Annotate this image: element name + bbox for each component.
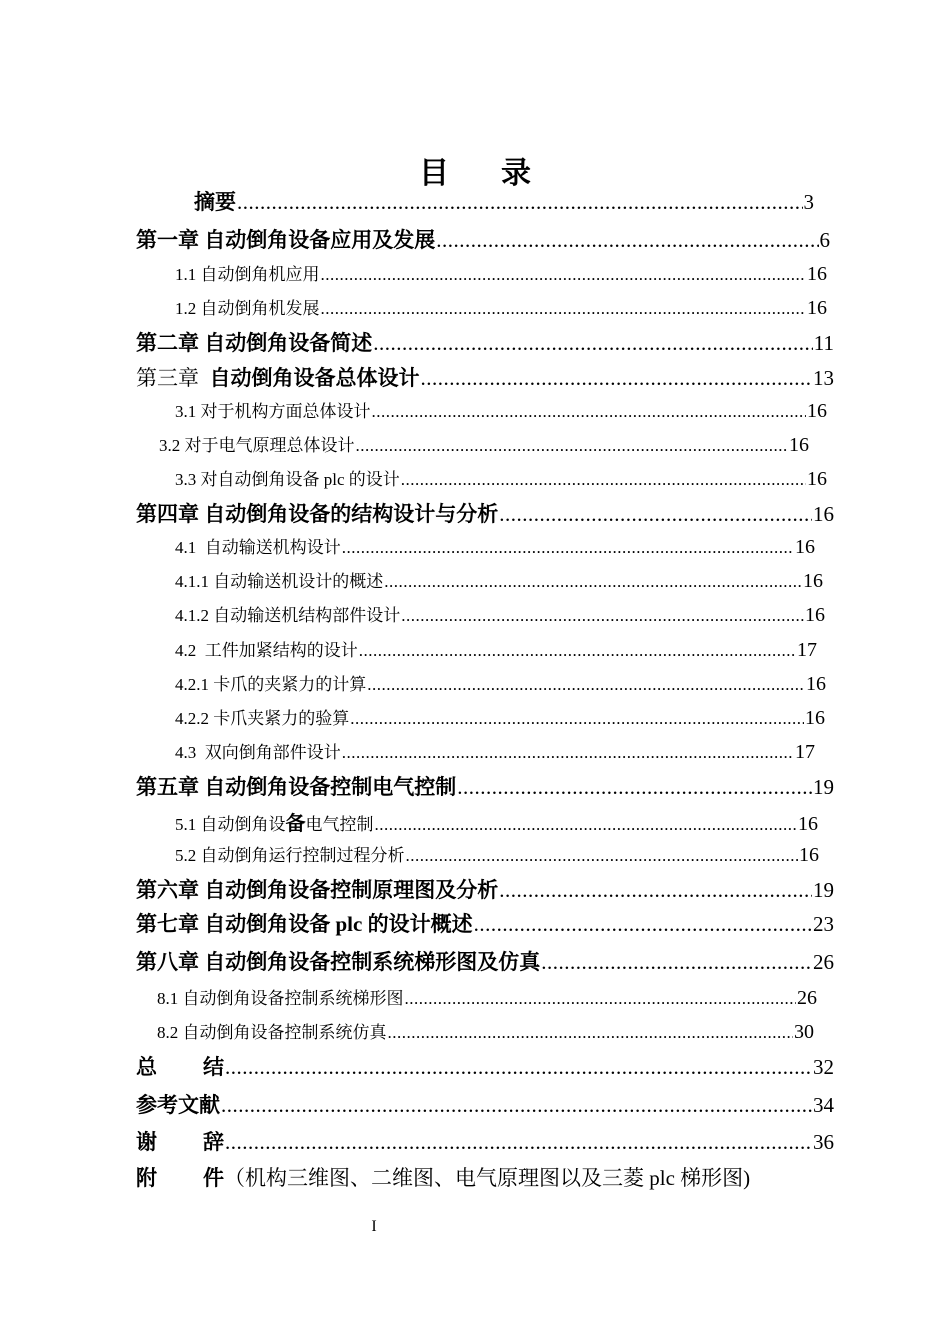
toc-leader <box>321 265 807 285</box>
toc-leader <box>436 228 818 253</box>
toc-label: 4.1.2 自动输送机结构部件设计 <box>175 606 401 625</box>
toc-leader <box>457 775 812 800</box>
toc-entry-ch1[interactable] <box>136 224 830 254</box>
toc-entry-4-1-2[interactable] <box>175 601 825 627</box>
toc-entry-thanks[interactable] <box>136 1126 834 1156</box>
toc-leader <box>421 366 813 391</box>
toc-label: 4.1.1 自动输送机设计的概述 <box>175 572 384 591</box>
toc-page-number: 16 <box>805 707 825 729</box>
toc-leader <box>225 1055 812 1080</box>
toc-leader <box>388 1023 794 1043</box>
toc-label <box>136 1126 224 1156</box>
toc-label: 摘要 <box>194 190 236 214</box>
toc-label-char: 辞 <box>203 1130 224 1154</box>
toc-leader <box>375 815 798 835</box>
toc-label-char: 件 <box>203 1166 224 1190</box>
title-char-1: 目 <box>419 157 449 190</box>
toc-page-number: 19 <box>813 775 834 799</box>
title-char-2: 录 <box>501 157 531 190</box>
toc-label: 3.1 对于机构方面总体设计 <box>175 402 371 421</box>
toc-page-number: 17 <box>795 741 815 763</box>
toc-entry-ch8[interactable] <box>136 946 834 976</box>
toc-entry-ch5[interactable] <box>136 771 834 801</box>
toc-label: 第一章 自动倒角设备应用及发展 <box>136 228 436 252</box>
toc-entry-4-2[interactable] <box>175 636 817 662</box>
toc-label: 8.1 自动倒角设备控制系统梯形图 <box>157 989 404 1008</box>
toc-leader <box>474 912 812 937</box>
toc-entry-4-1[interactable] <box>175 533 815 559</box>
toc-label-char: 结 <box>203 1055 224 1079</box>
toc-leader <box>401 470 806 490</box>
toc-label: 1.2 自动倒角机发展 <box>175 299 320 318</box>
toc-page-number: 16 <box>807 468 827 490</box>
toc-label: 第六章 自动倒角设备控制原理图及分析 <box>136 878 499 902</box>
toc-leader <box>499 878 812 903</box>
toc-leader <box>342 743 794 763</box>
toc-leader <box>406 846 799 866</box>
toc-leader <box>359 641 796 661</box>
toc-page-number: 11 <box>813 331 834 355</box>
toc-page-number: 16 <box>799 844 819 866</box>
toc-entry-4-1-1[interactable] <box>175 567 823 593</box>
toc-page-number: 17 <box>797 639 817 661</box>
toc-entry-summary[interactable] <box>136 1051 834 1081</box>
toc-label: 8.2 自动倒角设备控制系统仿真 <box>157 1023 387 1042</box>
page-number-footer: I <box>371 1218 377 1235</box>
toc-page-number: 36 <box>813 1130 834 1154</box>
toc-entry-ch2[interactable] <box>136 327 834 357</box>
toc-label-char: 总 <box>136 1055 157 1079</box>
toc-label-part: 备 <box>285 813 306 835</box>
toc-label: 第七章 自动倒角设备 plc 的设计概述 <box>136 912 473 936</box>
toc-label: 参考文献 <box>136 1093 220 1117</box>
toc-label: 4.1 自动输送机构设计 <box>175 538 341 557</box>
toc-label: 1.1 自动倒角机应用 <box>175 265 320 284</box>
toc-label: 4.2.1 卡爪的夹紧力的计算 <box>175 675 367 694</box>
toc-leader <box>237 190 803 215</box>
toc-entry-1-2[interactable] <box>175 294 827 320</box>
toc-leader <box>372 402 807 422</box>
toc-leader <box>499 502 812 527</box>
toc-label: 第二章 自动倒角设备简述 <box>136 331 373 355</box>
toc-leader <box>221 1093 812 1118</box>
toc-page-number: 16 <box>807 263 827 285</box>
toc-page-number: 16 <box>807 400 827 422</box>
toc-page-number: 23 <box>813 912 834 936</box>
toc-page-number: 13 <box>813 366 834 390</box>
toc-label: 4.2.2 卡爪夹紧力的验算 <box>175 709 350 728</box>
toc-page-number: 6 <box>819 228 830 252</box>
toc-entry-4-3[interactable] <box>175 738 815 764</box>
toc-entry-3-1[interactable] <box>175 397 827 423</box>
toc-label-part: 自动倒角设备总体设计 <box>209 366 420 390</box>
toc-label: 3.3 对自动倒角设备 plc 的设计 <box>175 470 400 489</box>
toc-leader <box>367 675 805 695</box>
toc-leader <box>384 572 802 592</box>
toc-leader <box>225 1130 812 1155</box>
toc-page-number: 26 <box>813 950 834 974</box>
toc-leader <box>373 331 813 356</box>
toc-label: 5.2 自动倒角运行控制过程分析 <box>175 846 405 865</box>
toc-page-number: 26 <box>797 987 817 1009</box>
toc-leader <box>321 299 807 319</box>
toc-page-number: 3 <box>803 190 814 214</box>
toc-page-number: 16 <box>789 434 809 456</box>
toc-label-char: 附 <box>136 1166 157 1190</box>
toc-page-number: 16 <box>807 297 827 319</box>
toc-label <box>175 807 374 836</box>
toc-leader <box>342 538 794 558</box>
toc-entry-3-3[interactable] <box>175 465 827 491</box>
toc-entry-5-1[interactable] <box>175 807 818 836</box>
toc-leader <box>405 989 797 1009</box>
toc-page-number: 16 <box>805 604 825 626</box>
toc-entry-ch4[interactable] <box>136 498 834 528</box>
toc-label: 3.2 对于电气原理总体设计 <box>159 436 355 455</box>
toc-label <box>136 362 420 392</box>
toc-label: 第八章 自动倒角设备控制系统梯形图及仿真 <box>136 950 541 974</box>
toc-entry-8-1[interactable] <box>157 984 817 1010</box>
toc-page-number: 16 <box>795 536 815 558</box>
toc-label-part: 第三章 <box>136 366 210 390</box>
toc-entry-abstract[interactable] <box>194 186 814 216</box>
toc-entry-attachment[interactable] <box>136 1162 750 1192</box>
toc-entry-ch6[interactable] <box>136 874 834 904</box>
toc-entry-ch7[interactable] <box>136 908 834 938</box>
toc-label-part: 5.1 自动倒角设 <box>175 815 286 834</box>
toc-label-char: 谢 <box>136 1130 157 1154</box>
toc-page-number: 19 <box>813 878 834 902</box>
toc-page-number: 16 <box>813 502 834 526</box>
toc-entry-4-2-2[interactable] <box>175 704 825 730</box>
toc-leader <box>541 950 812 975</box>
toc-leader <box>350 709 804 729</box>
toc-label: 第五章 自动倒角设备控制电气控制 <box>136 775 457 799</box>
toc-entry-ch3[interactable] <box>136 362 834 392</box>
toc-page-number: 16 <box>798 813 818 835</box>
toc-page-number: 16 <box>806 673 826 695</box>
toc-entry-8-2[interactable] <box>157 1018 814 1044</box>
toc-entry-4-2-1[interactable] <box>175 670 826 696</box>
toc-label: 第四章 自动倒角设备的结构设计与分析 <box>136 502 499 526</box>
toc-label: 4.2 工件加紧结构的设计 <box>175 641 358 660</box>
toc-leader <box>356 436 789 456</box>
toc-entry-references[interactable] <box>136 1089 834 1119</box>
toc-attachment-detail: （机构三维图、二维图、电气原理图以及三菱 plc 梯形图) <box>224 1166 751 1190</box>
toc-entry-3-2[interactable] <box>159 431 809 457</box>
toc-entry-1-1[interactable] <box>175 260 827 286</box>
toc-label-part: 电气控制 <box>305 815 374 834</box>
toc-entry-5-2[interactable] <box>175 841 819 867</box>
toc-page-number: 16 <box>803 570 823 592</box>
toc-page-number: 30 <box>794 1021 814 1043</box>
toc-page-number: 34 <box>813 1093 834 1117</box>
toc-label <box>136 1051 224 1081</box>
toc-leader <box>401 606 804 626</box>
toc-label: 4.3 双向倒角部件设计 <box>175 743 341 762</box>
toc-page-number: 32 <box>813 1055 834 1079</box>
